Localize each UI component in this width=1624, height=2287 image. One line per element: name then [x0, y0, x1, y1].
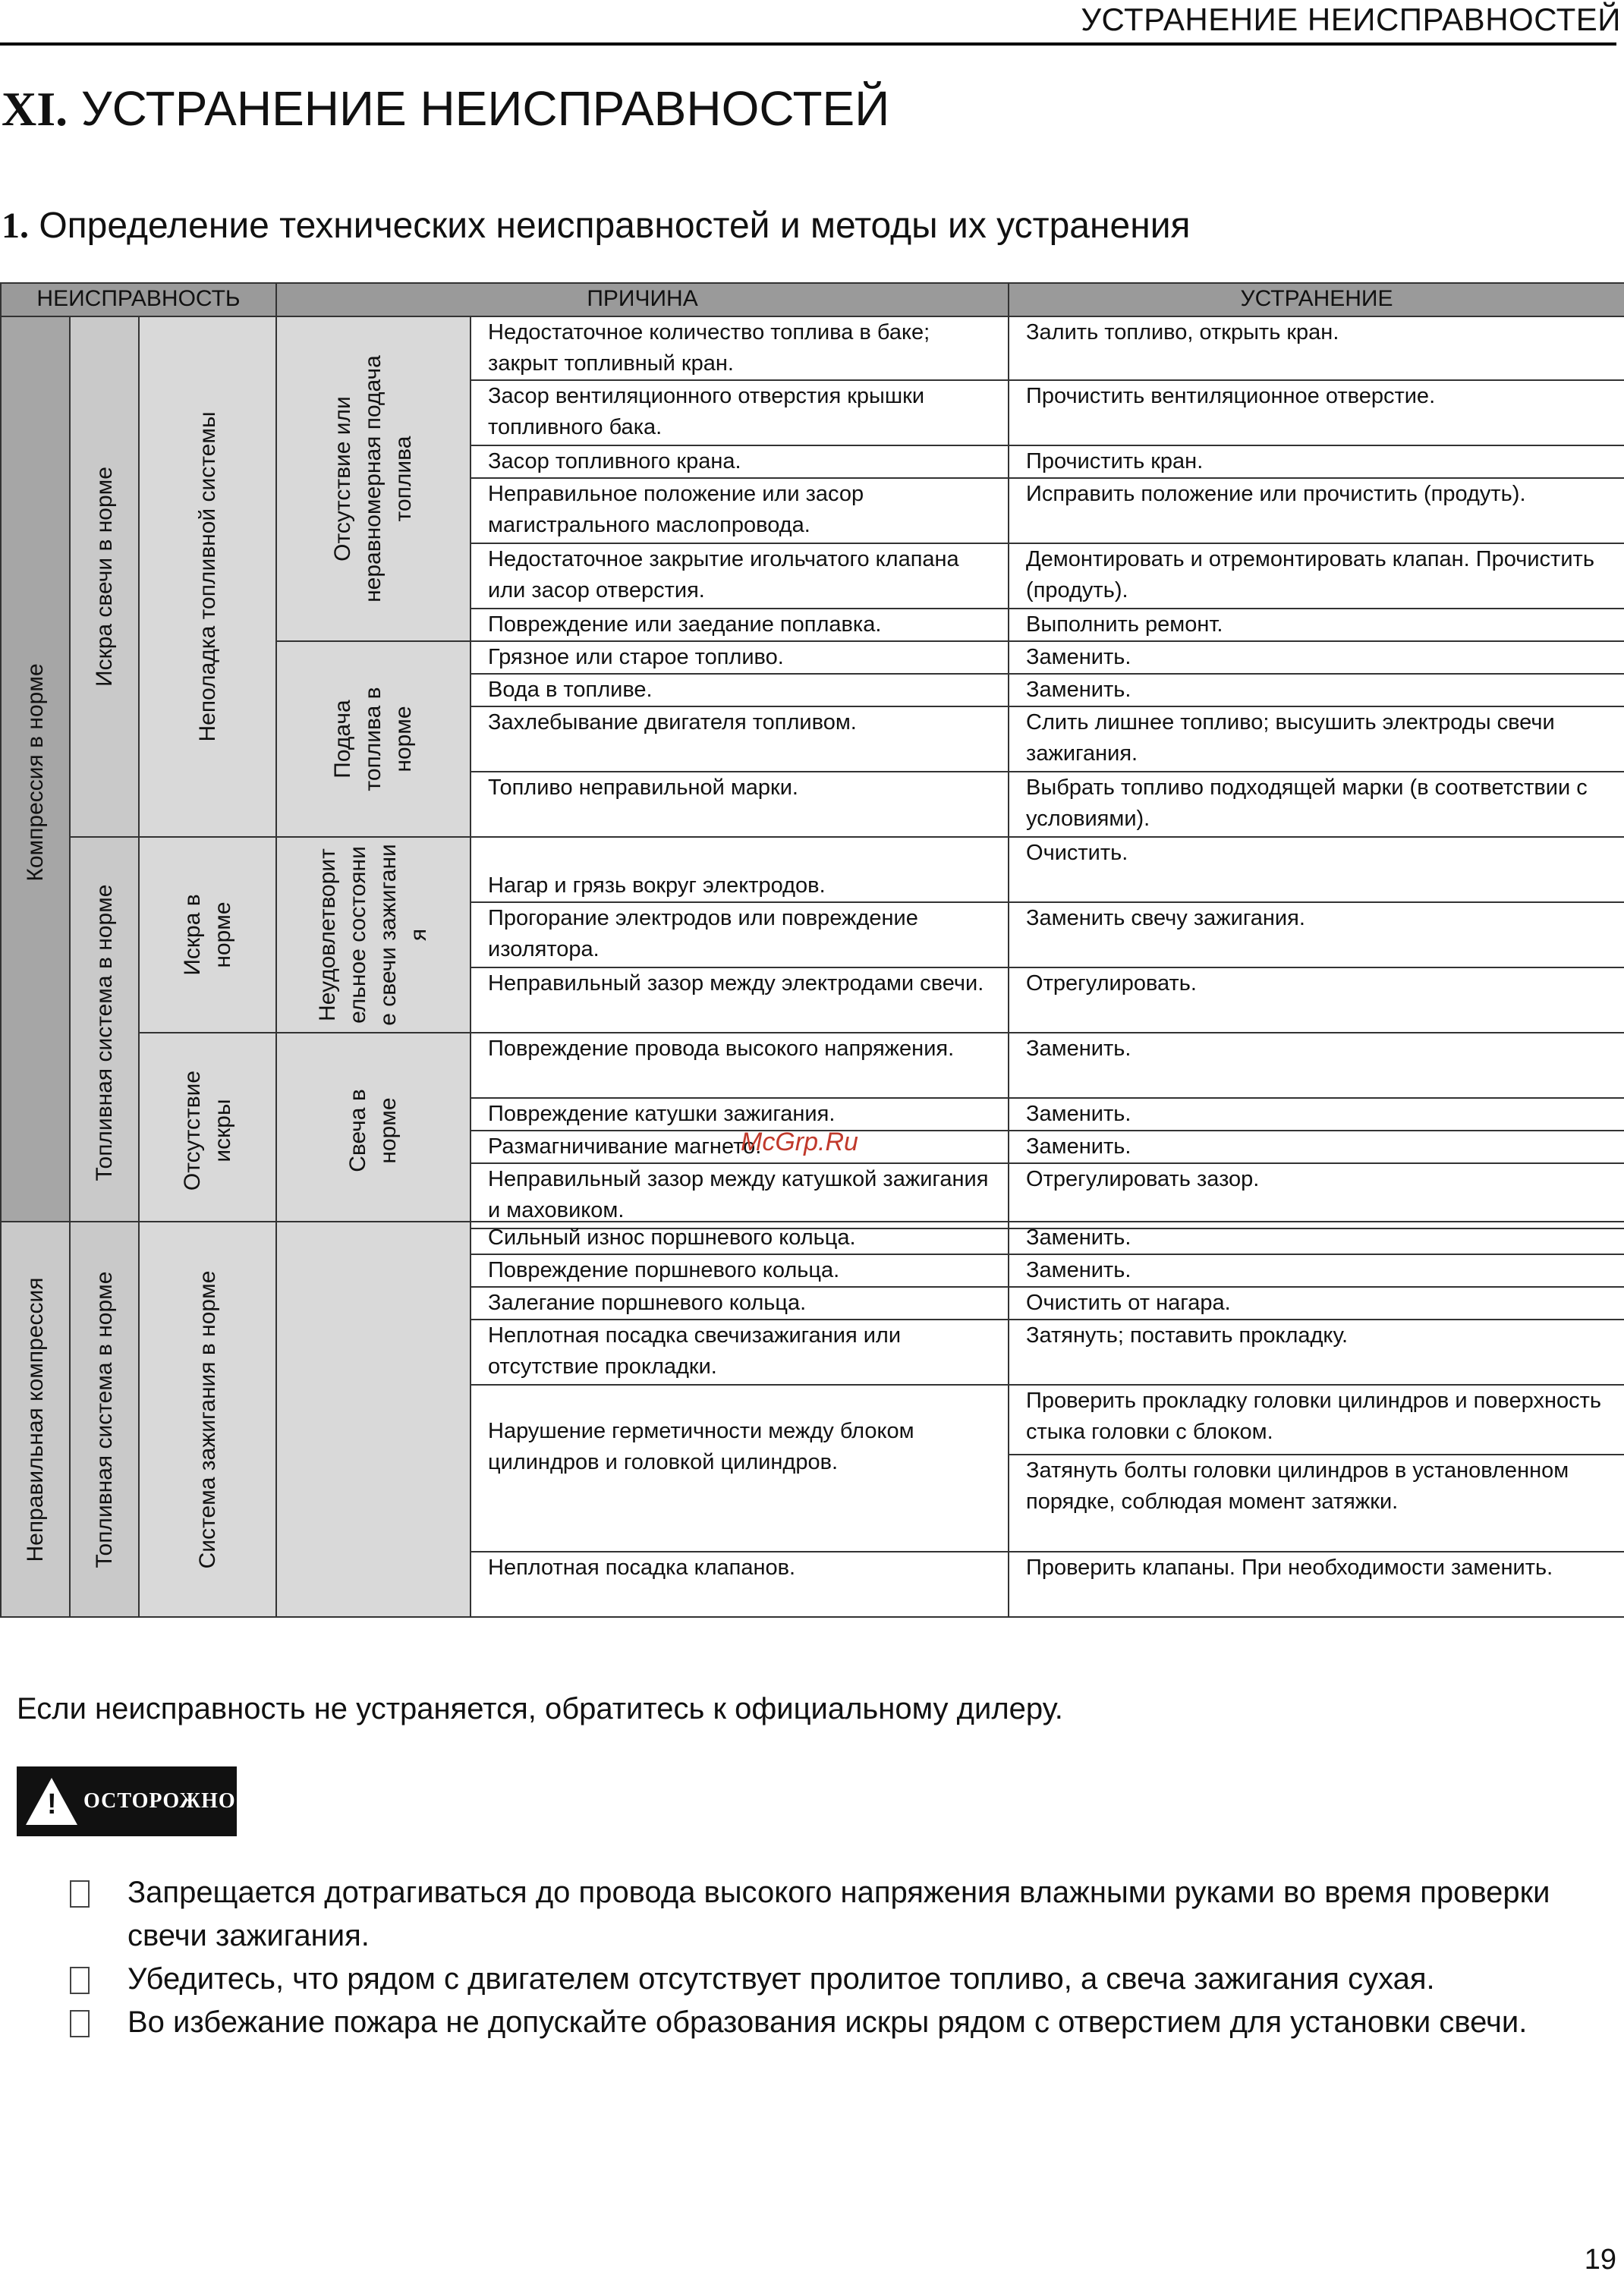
remedy-cell: Заменить. — [1009, 1222, 1624, 1254]
section-title — [2, 205, 1191, 247]
cause-cell: Недостаточное количество топлива в баке; закрыт топливный кран. — [471, 316, 1009, 380]
troubleshooting-table — [0, 282, 1624, 1229]
remedy-cell: Заменить. — [1009, 1098, 1624, 1131]
cause-cell: Грязное или старое топливо. — [471, 641, 1009, 674]
cause-cell: Неправильный зазор между катушкой зажигания и маховиком. — [471, 1163, 1009, 1228]
running-header: УСТРАНЕНИЕ НЕИСПРАВНОСТЕЙ — [1081, 2, 1621, 37]
remedy-cell: Выполнить ремонт. — [1009, 609, 1624, 641]
dealer-note: Если неисправность не устраняется, обратитесь к официальному дилеру. — [17, 1692, 1063, 1725]
troubleshooting-table-lower — [0, 1221, 1624, 1618]
title-number: XI. — [2, 82, 68, 136]
list-item: Убедитесь, что рядом с двигателем отсутствует пролитое топливо, а свеча зажигания сухая. — [70, 1958, 1557, 2001]
group-spark-ok-2: Искра в норме — [139, 837, 276, 1033]
cause-cell: Залегание поршневого кольца. — [471, 1287, 1009, 1320]
remedy-cell: Заменить. — [1009, 1254, 1624, 1287]
cause-cell: Повреждение или заедание поплавка. — [471, 609, 1009, 641]
cause-cell: Вода в топливе. — [471, 674, 1009, 706]
cause-cell: Прогорание электродов или повреждение изолятора. — [471, 902, 1009, 967]
cause-cell: Нарушение герметичности между блоком цилиндров и головкой цилиндров. — [471, 1385, 1009, 1552]
cause-cell: Сильный износ поршневого кольца. — [471, 1222, 1009, 1254]
cause-cell: Засор топливного крана. — [471, 445, 1009, 478]
group-bad-plug: Неудовлетворительное состояние свечи зажигания — [276, 837, 471, 1033]
header-fault: НЕИСПРАВНОСТЬ — [1, 283, 276, 316]
section-text: Определение технических неисправностей и методы их устранения — [39, 206, 1191, 246]
group-ignition-ok: Система зажигания в норме — [139, 1222, 276, 1617]
bullet-box-icon — [70, 1880, 90, 1908]
remedy-cell: Прочистить вентиляционное отверстие. — [1009, 380, 1624, 445]
watermark: McGrp.Ru — [741, 1128, 858, 1156]
group-no-fuel: Отсутствие или неравномерная подача топлива — [276, 316, 471, 641]
remedy-cell: Проверить клапаны. При необходимости заменить. — [1009, 1552, 1624, 1617]
header-remedy: УСТРАНЕНИЕ — [1009, 283, 1624, 316]
remedy-cell: Прочистить кран. — [1009, 445, 1624, 478]
cause-cell: Неправильное положение или засор магистрального маслопровода. — [471, 478, 1009, 543]
remedy-cell: Отрегулировать зазор. — [1009, 1163, 1624, 1228]
remedy-cell: Очистить от нагара. — [1009, 1287, 1624, 1320]
bullet-box-icon — [70, 1967, 90, 1994]
remedy-cell: Заменить свечу зажигания. — [1009, 902, 1624, 967]
list-item: Во избежание пожара не допускайте образования искры рядом с отверстием для установки свечи. — [70, 2001, 1557, 2044]
remedy-cell: Затянуть; поставить прокладку. — [1009, 1320, 1624, 1385]
safety-list — [70, 1871, 1557, 2044]
group-fuel-supply-ok: Подача топлива в норме — [276, 641, 471, 837]
table-row — [1, 316, 1624, 380]
cause-cell: Повреждение провода высокого напряжения. — [471, 1033, 1009, 1098]
cause-cell: Размагничивание магнето. — [471, 1131, 1009, 1163]
cause-cell: Повреждение катушки зажигания. — [471, 1098, 1009, 1131]
cause-cell: Повреждение поршневого кольца. — [471, 1254, 1009, 1287]
remedy-cell: Отрегулировать. — [1009, 967, 1624, 1033]
cause-cell: Недостаточное закрытие игольчатого клапана или засор отверстия. — [471, 543, 1009, 609]
page-number: 19 — [1584, 2244, 1616, 2276]
table-row — [1, 1222, 1624, 1254]
section-number: 1. — [2, 206, 29, 246]
group-bad-compression: Неправильная компрессия — [1, 1222, 70, 1617]
group-compression-ok: Компрессия в норме — [1, 316, 70, 1228]
group-spark-ok: Искра свечи в норме — [70, 316, 139, 837]
remedy-cell: Очистить. — [1009, 837, 1624, 902]
cause-cell: Неправильный зазор между электродами свечи. — [471, 967, 1009, 1033]
table-header-row — [1, 283, 1624, 316]
remedy-cell: Слить лишнее топливо; высушить электроды свечи зажигания. — [1009, 706, 1624, 772]
warning-label: ОСТОРОЖНО — [83, 1789, 236, 1813]
cause-cell: Засор вентиляционного отверстия крышки топливного бака. — [471, 380, 1009, 445]
list-item: Запрещается дотрагиваться до провода высокого напряжения влажными руками во время проверки свечи зажигания. — [70, 1871, 1557, 1958]
remedy-cell: Заменить. — [1009, 641, 1624, 674]
table-row — [1, 1033, 1624, 1098]
remedy-cell: Выбрать топливо подходящей марки (в соответствии с условиями). — [1009, 772, 1624, 837]
header-rule — [0, 42, 1616, 46]
cause-cell: Нагар и грязь вокруг электродов. — [471, 837, 1009, 902]
empty-group-cell — [276, 1222, 471, 1617]
cause-cell: Топливо неправильной марки. — [471, 772, 1009, 837]
remedy-cell: Демонтировать и отремонтировать клапан. Прочистить (продуть). — [1009, 543, 1624, 609]
group-fuel-system-ok-1: Топливная система в норме — [70, 837, 139, 1228]
title-text: УСТРАНЕНИЕ НЕИСПРАВНОСТЕЙ — [80, 81, 890, 136]
page-title — [2, 80, 889, 137]
bullet-box-icon — [70, 2010, 90, 2037]
remedy-cell: Заменить. — [1009, 1131, 1624, 1163]
cause-cell: Неплотная посадка клапанов. — [471, 1552, 1009, 1617]
remedy-cell: Заменить. — [1009, 674, 1624, 706]
group-no-spark: Отсутствие искры — [139, 1033, 276, 1228]
warning-triangle-icon: ! — [26, 1778, 77, 1825]
remedy-cell: Залить топливо, открыть кран. — [1009, 316, 1624, 380]
group-plug-ok: Свеча в норме — [276, 1033, 471, 1228]
table-row — [1, 837, 1624, 902]
cause-cell: Неплотная посадка свечизажигания или отсутствие прокладки. — [471, 1320, 1009, 1385]
remedy-cell: Проверить прокладку головки цилиндров и поверхность стыка головки с блоком. — [1009, 1385, 1624, 1455]
group-fuel-system-ok-2: Топливная система в норме — [70, 1222, 139, 1617]
header-cause: ПРИЧИНА — [276, 283, 1009, 316]
cause-cell: Захлебывание двигателя топливом. — [471, 706, 1009, 772]
remedy-cell: Исправить положение или прочистить (продуть). — [1009, 478, 1624, 543]
remedy-cell: Затянуть болты головки цилиндров в установленном порядке, соблюдая момент затяжки. — [1009, 1455, 1624, 1552]
warning-badge — [17, 1766, 237, 1836]
remedy-cell: Заменить. — [1009, 1033, 1624, 1098]
group-fuel-fault: Неполадка топливной системы — [139, 316, 276, 837]
